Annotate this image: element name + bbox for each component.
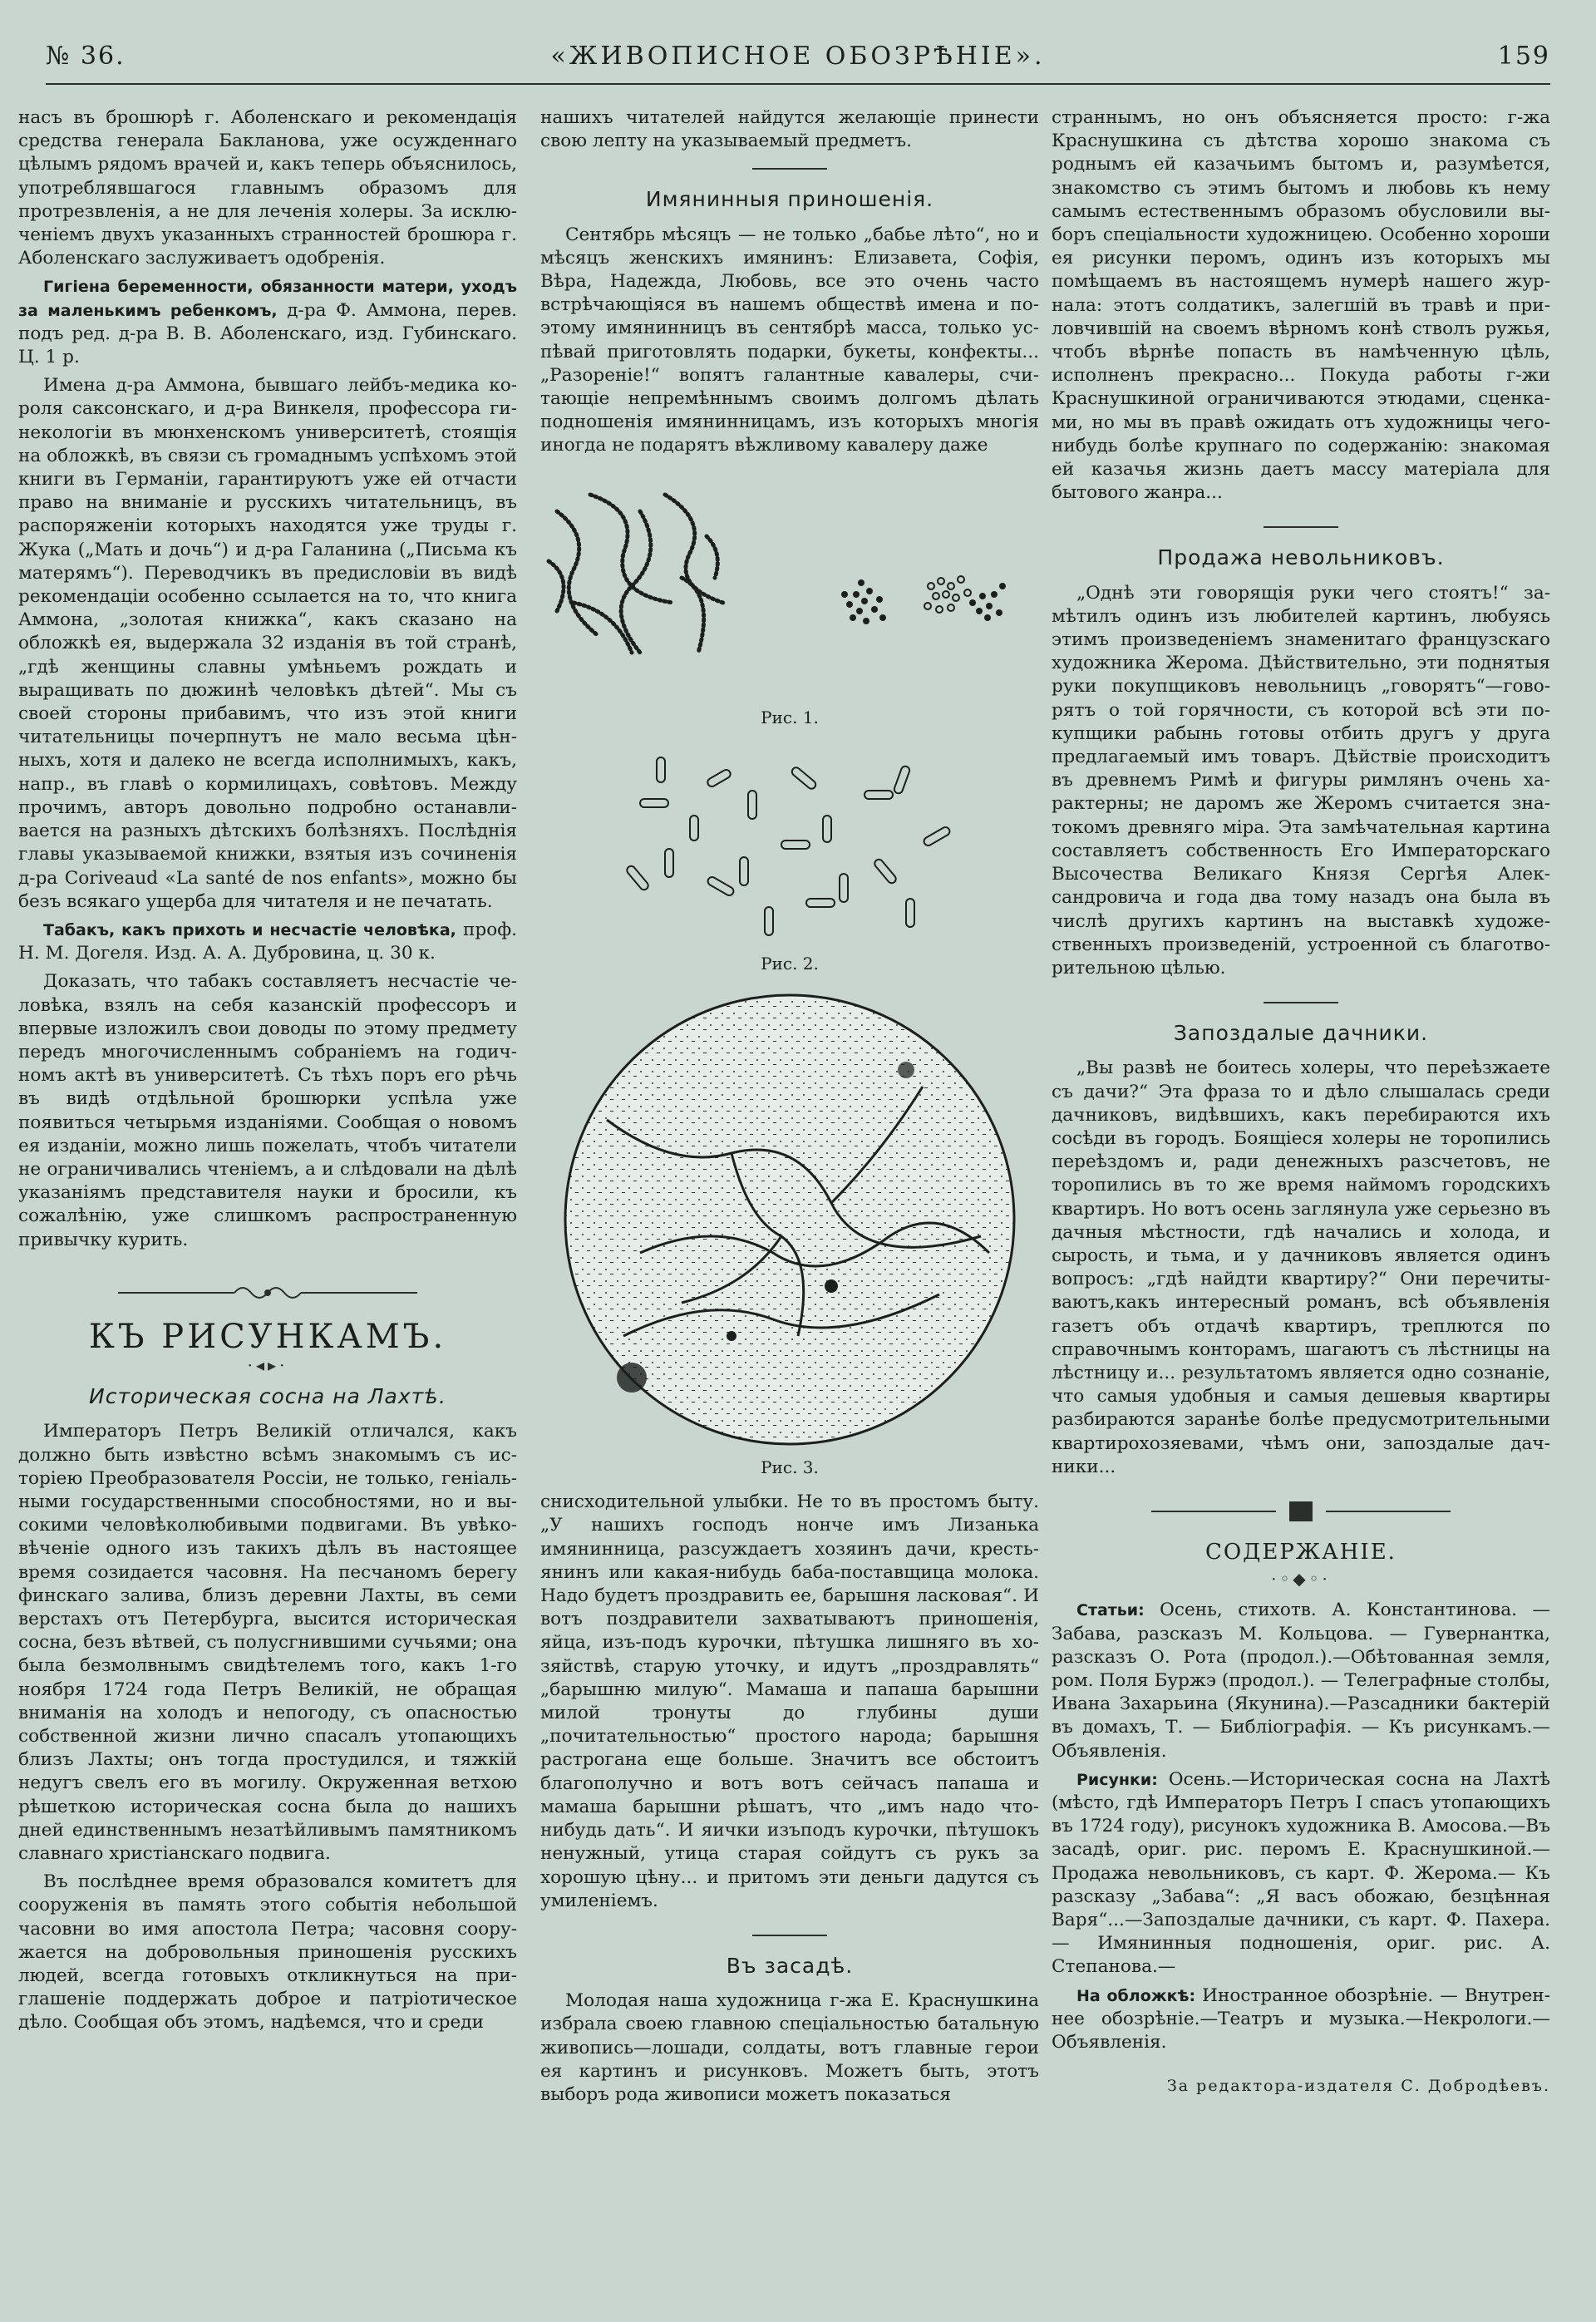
cover-label: На обложкѣ: xyxy=(1076,1986,1196,2005)
paragraph: страннымъ, но онъ объясняется просто: г-жа Краснушкина съ дѣтства хорошо знакома съ роднымъ ей казачьимъ бытомъ и, разумѣется, знакомство съ этимъ бытомъ и любовь къ нему самымъ естественнымъ образомъ обусловили выборъ спеціальности художницею. Особенно хороши ея рисунки перомъ, одинъ изъ которыхъ мы помѣщаемъ въ настоящемъ нумерѣ нашего журнала: этотъ солдатикъ, залегшій въ травѣ и приловчившій на своемъ вѣрномъ конѣ стволъ ружья, чтобъ вѣрнѣе попасть въ намѣченную цѣль, исполненъ прекрасно... Покуда работы г-жи Краснушкиной ограничиваются этюдами, сценками, но мы въ правѣ ожидать отъ художницы чего-нибудь болѣе крупнаго по содержанію: знакомая ей казачья жизнь даетъ массу матеріала для бытового жанра... xyxy=(1052,107,1550,504)
contents-drawings xyxy=(1052,1768,1550,1979)
section-heading: Запоздалые дачники. xyxy=(1173,1021,1429,1046)
paragraph: Доказать, что табакъ составляетъ несчастіе человѣка, взялъ на себя казанскій профессоръ и впервые изложилъ свои доводы по этому предмету передъ многочисленнымъ собраніемъ на годичномъ актѣ въ университетѣ. Съ тѣхъ поръ его рѣчь въ видѣ отдѣльной брошюрки успѣла уже появиться четырьмя изданіями. Сообщая о новомъ ея изданіи, можно лишь пожелать, чтобъ читатели не ограничивались чтеніемъ, а и слѣдовали на дѣлѣ указаніямъ представителя науки и бросили, къ сожалѣнію, уже слишкомъ распространенную привычку курить. xyxy=(18,971,517,1250)
subsection-heading: Историческая сосна на Лахтѣ. xyxy=(89,1384,446,1409)
drawings-label: Рисунки: xyxy=(1076,1770,1158,1789)
paragraph: насъ въ брошюрѣ г. Аболенскаго и рекомендація средства генерала Бакланова, уже осужденнаго цѣлымъ рядомъ врачей и, какъ теперь объяснилось, употреблявшагося главнымъ образомъ для протрезвленія, а не для леченія холеры. За исключеніемъ двухъ указанныхъ странностей брошюра г. Аболенскаго заслуживаетъ одобренія. xyxy=(18,107,517,269)
section-heading: КЪ РИСУНКАМЪ. xyxy=(88,1317,447,1356)
coccus-cluster xyxy=(841,579,886,624)
section-heading: Имянинныя приношенія. xyxy=(645,187,934,212)
figure-caption: Рис. 3. xyxy=(761,1457,819,1478)
paragraph: Императоръ Петръ Великій отличался, какъ должно быть извѣстно всѣмъ знакомымъ съ исторіею Преобразователя Россіи, не только, геніальными государственными способностями, но и высокими человѣколюбивыми подвигами. Въ увѣковѣченіе одного изъ такихъ дѣлъ въ настоящее время созидается часовня. На песчаномъ берегу финскаго залива, близъ деревни Лахты, въ семи верстахъ отъ Петербурга, высится историческая сосна, безъ вѣтвей, съ полусгнившими сучьями; она была безмолвнымъ свидѣтелемъ того, какъ 1-го ноября 1724 года Петръ Великій, не обращая вниманія на холодъ и непогоду, съ опасностью собственной жизни лично спасалъ утопающихъ близъ Лахты; онъ тогда простудился, и тяжкій недугъ свелъ его въ могилу. Окруженная ветхою рѣшеткою историческая сосна была до нашихъ дней единственнымъ незатѣйливымъ памятникомъ славнаго христіанскаго подвига. xyxy=(18,1421,517,1865)
section-heading: Продажа невольниковъ. xyxy=(1157,545,1445,570)
paragraph: Имена д-ра Аммона, бывшаго лейбъ-медика короля саксонскаго, и д-ра Винкеля, профессора гинекологіи въ мюнхенскомъ университетѣ, стоящія на обложкѣ, въ связи съ громаднымъ успѣхомъ этой книги въ Германіи, гарантируютъ уже ей отчасти право на вниманіе и русскихъ читательницъ, въ распоряженіи которыхъ находятся уже труды г. Жука („Мать и дочь“) и д-ра Галанина („Письма къ матерямъ“). Переводчикъ въ предисловіи въ видѣ рекомендаціи особенно ссылается на то, что книга Аммона, „золотая книжка“, какъ сказано на обложкѣ ея, выдержала 32 изданія въ той странѣ, „гдѣ женщины славны умѣньемъ рождать и выращивать по дюжинѣ человѣкъ дѣтей“. Мы съ своей стороны прибавимъ, что изъ этой книги читательницы почерпнутъ не мало весьма цѣнныхъ, хотя и далеко не всегда исполнимыхъ, какъ, напр., въ главѣ о кормилицахъ, совѣтовъ. Между прочимъ, авторъ довольно подробно останавливается на разныхъ дѣтскихъ болѣзняхъ. Послѣднія главы указываемой книжки, взятыя изъ сочиненія д-ра Coriveaud «La santé de nos enfants», можно бы безъ всякаго ущерба для читателя и не печатать. xyxy=(18,375,517,912)
small-ornament: ·◦◆◦· xyxy=(1271,1569,1331,1590)
column-right xyxy=(1052,106,1550,2098)
divider xyxy=(752,168,827,170)
paragraph: Молодая наша художница г-жа Е. Краснушкина избрала своею главною спеціальностью батальную живопись—лошади, солдаты, вотъ главные герои ея картинъ и рисунковъ. Можетъ быть, этотъ выборъ рода живописи можетъ показаться xyxy=(540,1990,1039,2105)
journal-title: «ЖИВОПИСНОЕ ОБОЗРѢНІЕ». xyxy=(550,42,1046,71)
contents-articles xyxy=(1052,1599,1550,1762)
bacteria-figure-3 xyxy=(557,987,1022,1452)
cover-list: Иностранное обозрѣніе. — Внутреннее обозрѣніе.—Театръ и музыка.—Некрологи.— Объявленія. xyxy=(1052,1984,1550,2053)
articles-list: Осень, стихотв. А. Константинова. — Забава, разсказъ М. Кольцова. — Гувернантка, разсказъ О. Рота (продол.).—Обѣтованная земля, ром. Поля Буржэ (продол.). — Телеграфные столбы, Ивана Захарьина (Якунина).—Разсадники бактерій въ домахъ, Т. — Библіографія. — Къ рисункамъ.—Объявленія. xyxy=(1052,1600,1550,1762)
divider xyxy=(752,1935,827,1936)
paragraph: Въ послѣднее время образовался комитетъ для сооруженія въ память этого событія небольшой часовни во имя апостола Петра; часовня сооружается на добровольныя приношенія русскихъ людей, всегда готовыхъ откликнуться на приглашеніе поддержать доброе и патріотическое дѣло. Сообщая объ этомъ, надѣемся, что и среди xyxy=(18,1871,517,2034)
ornament-divider xyxy=(1151,1499,1451,1524)
column-left xyxy=(18,106,517,2040)
paragraph: нашихъ читателей найдутся желающіе принести свою лепту на указываемый предметъ. xyxy=(540,107,1039,152)
bacteria-figure-2 xyxy=(540,741,1039,949)
articles-label: Статьи: xyxy=(1076,1601,1145,1620)
paragraph: „Однѣ эти говорящія руки чего стоятъ!“ замѣтилъ одинъ изъ любителей картинъ, любуясь этимъ произведеніемъ знаменитаго французскаго художника Жерома. Дѣйствительно, эти поднятыя руки покупщиковъ невольницъ „говорятъ“—говорятъ о той горячности, съ которой всѣ эти покупщики рабынь готовы отбить другъ у друга предлагаемый имъ товаръ. Дѣйствіе происходитъ въ древнемъ Римѣ и фигуры римлянъ очень характерны; не даромъ же Жеромъ считается знатокомъ древняго міра. Эта замѣчательная картина составляетъ собственность Его Императорскаго Высочества Великаго Князя Сергѣя Александровича и года два тому назадъ она была въ числѣ другихъ картинъ на выставкѣ художественныхъ произведеній, устроенной съ благотворительною цѣлью. xyxy=(1052,582,1550,979)
book-entry xyxy=(18,919,517,965)
book-entry xyxy=(18,275,517,369)
contents-title: СОДЕРЖАНІЕ. xyxy=(1205,1539,1396,1565)
paragraph: „Вы развѣ не боитесь холеры, что переѣзжаете съ дачи?“ Эта фраза то и дѣло слышалась среди дачниковъ, видѣвшихъ, какъ перебираются ихъ сосѣди въ городъ. Боящіеся холеры не торопились переѣздомъ и, ради денежныхъ разсчетовъ, не торопились въ то же время наймомъ городскихъ квартиръ. Но вотъ осень заглянула уже серьезно въ дачныя мѣстности, гдѣ начались и холода, и сырость, и тьма, и у дачниковъ является одинъ вопросъ: „гдѣ найдти квартиру?“ Они перечитываютъ,какъ интересный романъ, всѣ объявленія газетъ объ отдачѣ квартиръ, треплются по справочнымъ конторамъ, шагаютъ съ лѣстницы на лѣстницу и... результатомъ является одно сознаніе, что самыя удобныя и самыя дешевыя квартиры разбираются заранѣе болѣе предусмотрительными квартирохозяевами, чѣмъ они, запоздалые дачники... xyxy=(1052,1057,1550,1477)
column-middle xyxy=(540,106,1039,2112)
small-ornament: ·◂▸· xyxy=(247,1354,288,1375)
divider xyxy=(1264,1002,1338,1003)
figures xyxy=(540,478,1039,1480)
section-heading: Въ засадѣ. xyxy=(726,1953,854,1978)
book-title: Табакъ, какъ прихоть и несчастіе человѣка, xyxy=(43,920,456,939)
bacteria-figure-1 xyxy=(540,478,1039,703)
coccus-group xyxy=(924,576,971,613)
page-number: 159 xyxy=(1497,42,1550,71)
drawings-list: Осень.—Историческая сосна на Лахтѣ (мѣсто, гдѣ Императоръ Петръ I спасъ утопающихъ въ 1724 году), рисунокъ художника В. Амосова.—Въ засадѣ, ориг. рис. перомъ Е. Краснушкиной.—Продажа невольниковъ, съ карт. Ф. Жерома.— Къ разсказу „Забава“: „Я васъ обожаю, безцѣнная Варя“...—Запоздалые дачники, съ карт. Ф. Пахера.— Имянинныя подношенія, ориг. рис. А. Степанова.— xyxy=(1052,1768,1550,1978)
book-details: проф. Н. М. Догеля. Изд. А. А. Дубровина, ц. 30 к. xyxy=(18,919,517,964)
book-details: д-ра Ф. Аммона, перев. подъ ред. д-ра В. В. Аболенскаго, изд. Губинскаго. Ц. 1 р. xyxy=(18,299,517,368)
paragraph: Сентябрь мѣсяцъ — не только „бабье лѣто“, но и мѣсяцъ женскихъ имянинъ: Елизавета, Софія, Вѣра, Надежда, Любовь, все это очень часто встрѣчающіяся въ нашемъ обществѣ имена и поэтому имянинницъ въ сентябрѣ масса, только успѣвай приготовлять подарки, букеты, конфекты... „Разореніе!“ вопятъ галантные кавалеры, считающіе непремѣннымъ своимъ долгомъ дѣлать подношенія имянинницамъ, изъ которыхъ многія иногда не подарятъ вѣжливому кавалеру даже xyxy=(540,224,1039,456)
figure-caption: Рис. 1. xyxy=(761,707,819,727)
ornament-divider xyxy=(118,1280,417,1305)
page-header xyxy=(46,40,1550,85)
figure-caption: Рис. 2. xyxy=(761,953,819,974)
divider xyxy=(1264,526,1338,528)
paragraph: снисходительной улыбки. Не то въ простомъ быту. „У нашихъ господъ нонче имъ Лизанька имянинница, разсуждаетъ хозяинъ дачи, крестьянинъ или какая-нибудь баба-поставщица молока. Надо будетъ проздравить ее, барышня ласковая“. И вотъ поздравители захватываютъ приношенія, яйца, изъ-подъ курочки, пѣтушка лишняго въ хозяйствѣ, старую уточку, и идутъ „проздравлять“ „барышню милую“. Мамаша и папаша барышни милой тронуты до глубины души „почитательностью“ простого народа; барышня растрогана еще больше. Значитъ все обстоитъ благополучно и вотъ вотъ сейчасъ папаша и мамаша барышни рѣшатъ, что „имъ надо что-нибудь дать“. И яички изъподъ курочки, пѣтушокъ ненужный, утица старая сойдутъ съ рукъ за хорошую цѣну... и притомъ эти деньги дадутся съ умиленіемъ. xyxy=(540,1491,1039,1911)
issue-number: № 36. xyxy=(46,42,126,71)
book-title: Гигіена беременности, обязанности матери, уходъ за маленькимъ ребенкомъ, xyxy=(18,278,517,320)
contents-cover xyxy=(1052,1984,1550,2055)
editor-signature: За редактора-издателя С. Добродѣевъ. xyxy=(1166,2077,1550,2096)
